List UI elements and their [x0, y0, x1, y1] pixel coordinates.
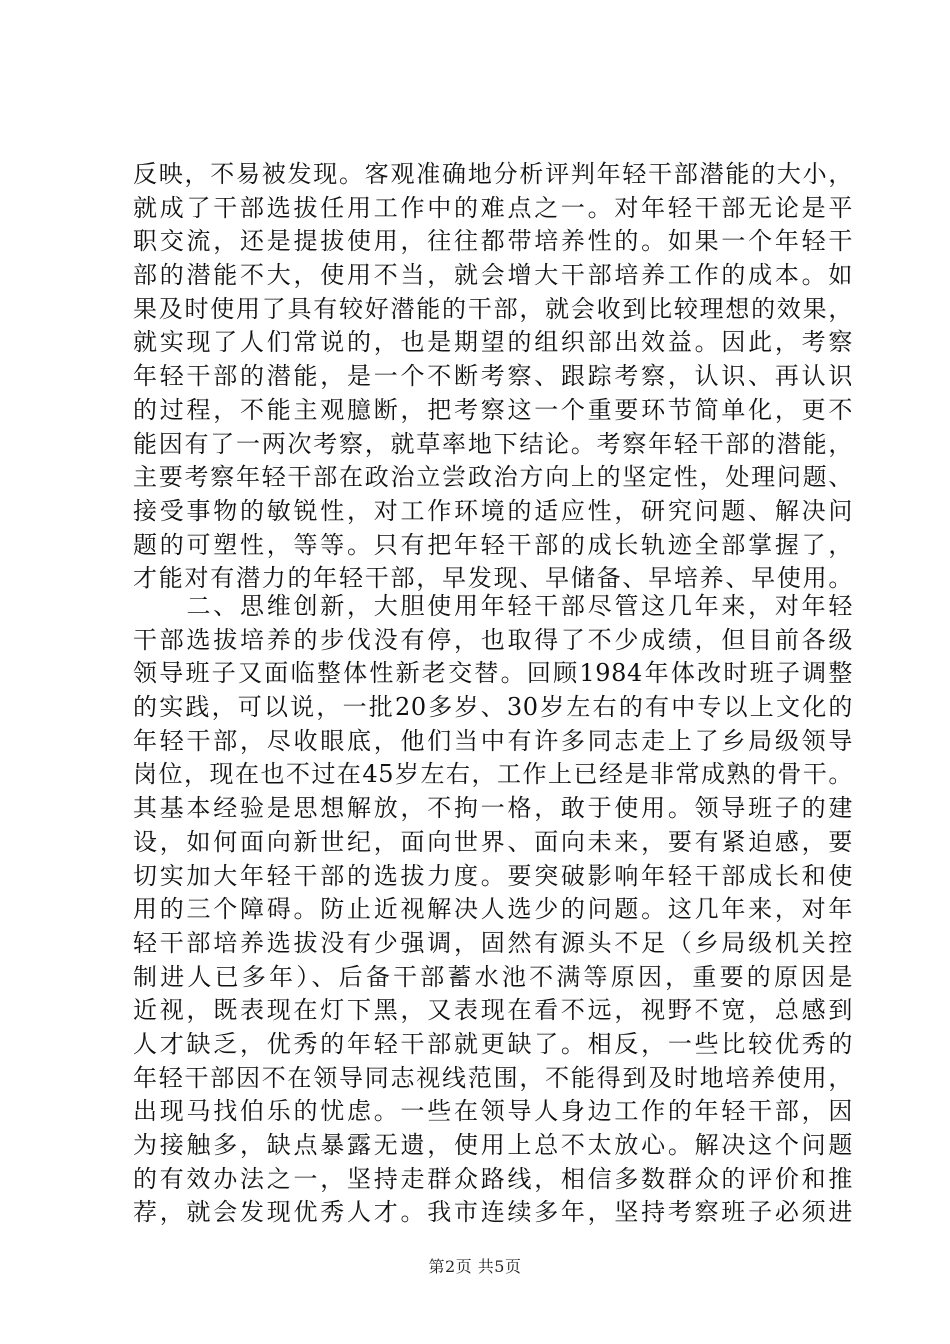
- paragraph-1: [133, 158, 853, 596]
- text-line: 为接触多，缺点暴露无遗，使用上总不太放心。解决这个问题: [133, 1131, 853, 1159]
- text-line: 能因有了一两次考察，就草率地下结论。考察年轻干部的潜能，: [133, 429, 853, 458]
- text-line: 就实现了人们常说的，也是期望的组织部出效益。因此，考察: [133, 328, 853, 357]
- text-line: 的有效办法之一，坚持走群众路线，相信多数群众的评价和推: [133, 1164, 853, 1193]
- page-number-footer: 第2页 共5页: [428, 1257, 522, 1276]
- text-line: 其基本经验是思想解放，不拘一格，敢于使用。领导班子的建: [133, 794, 853, 823]
- text-line: 接受事物的敏锐性，对工作环境的适应性，研究问题、解决问: [133, 496, 853, 525]
- text-line: 干部选拔培养的步伐没有停，也取得了不少成绩，但目前各级: [133, 625, 853, 654]
- text-line: 题的可塑性，等等。只有把年轻干部的成长轨迹全部掌握了，: [133, 530, 853, 559]
- text-line: 就成了干部选拔任用工作中的难点之一。对年轻干部无论是平: [133, 193, 853, 222]
- text-line: 反映，不易被发现。客观准确地分析评判年轻干部潜能的大小，: [133, 160, 853, 188]
- text-line: 年轻干部，尽收眼底，他们当中有许多同志走上了乡局级领导: [133, 726, 853, 755]
- paragraph-2: [133, 590, 853, 1230]
- text-line: 才能对有潜力的年轻干部，早发现、早储备、早培养、早使用。: [133, 564, 853, 593]
- text-line: 岗位，现在也不过在45岁左右，工作上已经是非常成熟的骨干。: [133, 760, 853, 789]
- text-line: 职交流，还是提拔使用，往往都带培养性的。如果一个年轻干: [133, 227, 853, 256]
- text-line: 二、思维创新，大胆使用年轻干部尽管这几年来，对年轻: [133, 592, 853, 620]
- text-line: 设，如何面向新世纪，面向世界、面向未来，要有紧迫感，要: [133, 827, 853, 856]
- text-line: 近视，既表现在灯下黑，又表现在看不远，视野不宽，总感到: [133, 996, 853, 1025]
- text-line: 领导班子又面临整体性新老交替。回顾1984年体改时班子调整: [133, 659, 853, 688]
- text-line: 年轻干部的潜能，是一个不断考察、跟踪考察，认识、再认识: [133, 362, 853, 391]
- text-line: 的过程，不能主观臆断，把考察这一个重要环节简单化，更不: [133, 395, 853, 424]
- text-line: 主要考察年轻干部在政治立尝政治方向上的坚定性，处理问题、: [133, 463, 853, 492]
- text-line: 出现马找伯乐的忧虑。一些在领导人身边工作的年轻干部，因: [133, 1097, 853, 1126]
- text-line: 轻干部培养选拔没有少强调，固然有源头不足（乡局级机关控: [133, 928, 853, 957]
- text-line: 人才缺乏，优秀的年轻干部就更缺了。相反，一些比较优秀的: [133, 1029, 853, 1058]
- text-line: 果及时使用了具有较好潜能的干部，就会收到比较理想的效果，: [133, 294, 853, 323]
- text-line: 荐，就会发现优秀人才。我市连续多年，坚持考察班子必须进: [133, 1198, 853, 1227]
- text-line: 制进人已多年）、后备干部蓄水池不满等原因，重要的原因是: [133, 962, 853, 991]
- text-line: 用的三个障碍。防止近视解决人选少的问题。这几年来，对年: [133, 895, 853, 924]
- text-line: 年轻干部因不在领导同志视线范围，不能得到及时地培养使用，: [133, 1063, 853, 1092]
- text-line: 切实加大年轻干部的选拔力度。要突破影响年轻干部成长和使: [133, 861, 853, 890]
- text-line: 部的潜能不大，使用不当，就会增大干部培养工作的成本。如: [133, 261, 853, 290]
- text-line: 的实践，可以说，一批20多岁、30岁左右的有中专以上文化的: [133, 693, 853, 722]
